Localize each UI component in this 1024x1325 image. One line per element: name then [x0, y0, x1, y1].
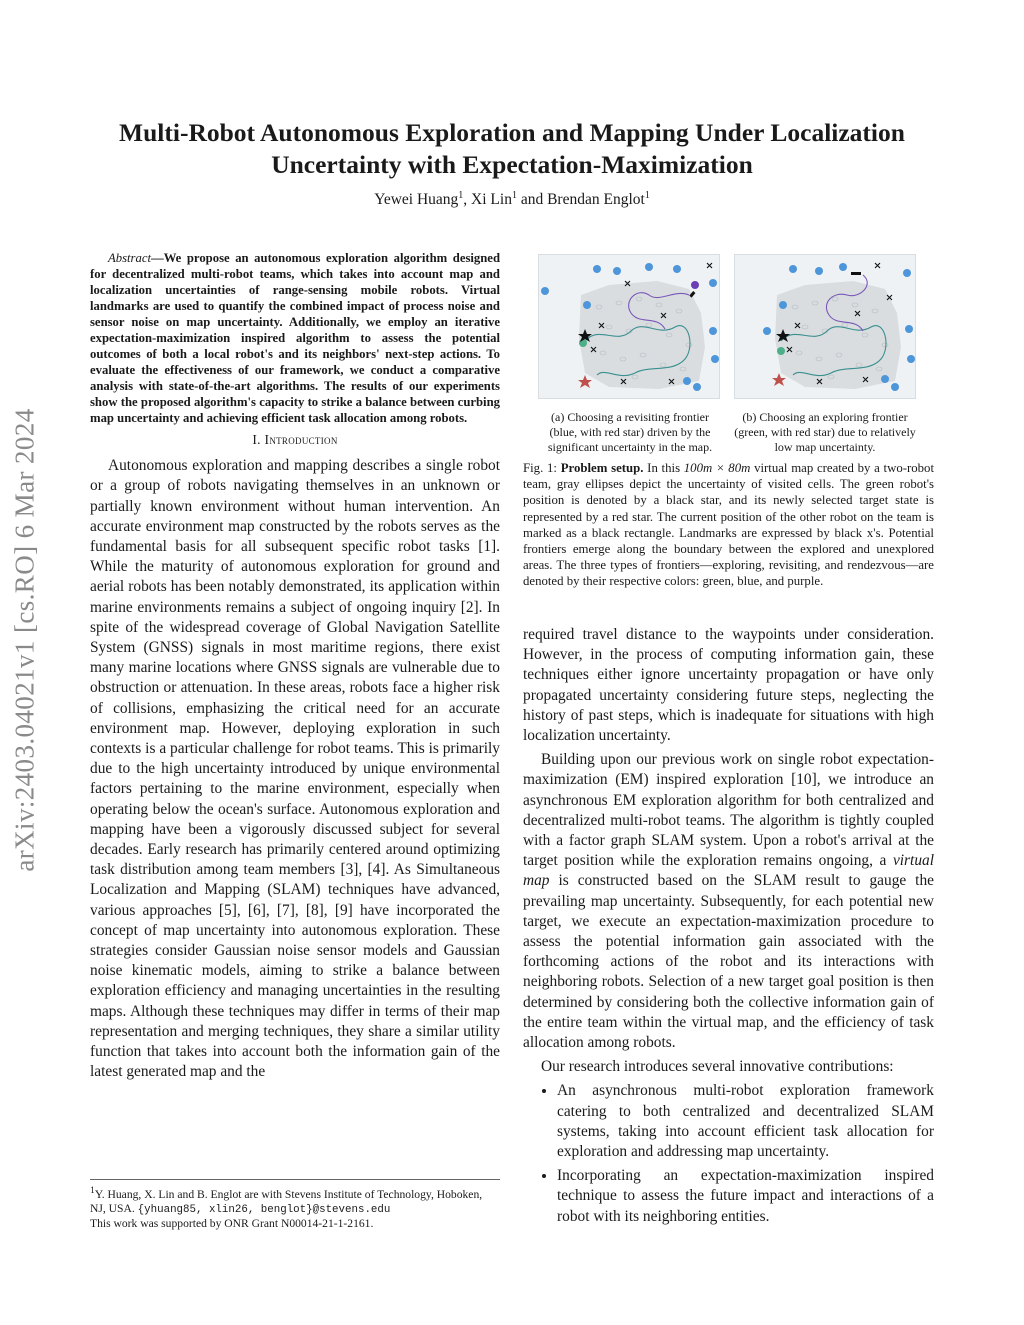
subfigure-caption-b: (b) Choosing an exploring frontier (green, with red star) due to relatively low map uncertainty.	[734, 410, 916, 454]
author-emails: {yhuang85, xlin26, benglot}@stevens.edu	[137, 1204, 391, 1217]
figure-caption: Fig. 1: Problem setup. In this 100m × 80m virtual map created by a two-robot team, gray ellipses depict the uncertainty of visited cells. The green robot's position is denoted by a black star, and its newly selected target state is represented by a red star. The current position of the other robot on the team is marked as a black rectangle. Landmarks are expressed by black x's. Potential frontiers emerge along the boundary between the explored and unexplored areas. The three types of frontiers—exploring, revisiting, and rendezvous—are denoted by their respective colors: green, blue, and purple.	[523, 461, 935, 589]
figure-1	[538, 254, 920, 400]
author-line: Yewei Huang$^1$, Xi Lin$^1$ and Brendan Englot$^1$	[374, 190, 650, 209]
list-item: • Incorporating an expectation-maximization inspired technique to assess the future impact and interactions of a robot with its neighboring entities.	[557, 1166, 934, 1227]
intro-paragraph-continued: required travel distance to the waypoints under consideration. However, in the process of computing information gain, these techniques either ignore uncertainty propagation or have only propagated uncertainty considering future steps, neglecting the history of past steps, which is inadequate for situations with high localization uncertainty.	[523, 626, 934, 745]
abstract-text: We propose an autonomous exploration algorithm designed for decentralized multi-robot teams, which takes into account map and localization uncertainties of range-sensing mobile robots. Virtual landmarks are used to quantify the combined impact of process noise and sensor noise on map uncertainty. Additionally, we employ an iterative expectation-maximization inspired algorithm to assess the potential outcomes of both a local robot's and its neighbors' next-step actions. To evaluate the effectiveness of our framework, we conduct a comparative analysis with state-of-the-art algorithms. The results of our experiments show the proposed algorithm's capacity to strike a balance between curbing map uncertainty and achieving efficient task allocation among robots.	[90, 251, 500, 425]
footnote: $^1$Y. Huang, X. Lin and B. Englot are with Stevens Institute of Technology, Hoboken, NJ, USA. {yhuang85, xlin26, benglot}@stevens.edu This work was supported by ONR Grant N00014-21-1-2161.	[90, 1179, 500, 1232]
abstract: Abstract—We propose an autonomous exploration algorithm designed for decentralized multi-robot teams, which takes into account map and localization uncertainties of range-sensing mobile robots. Virtual landmarks are used to quantify the combined impact of process noise and sensor noise on map uncertainty. Additionally, we employ an iterative expectation-maximization inspired algorithm to assess the potential outcomes of both a local robot's and its neighbors' next-step actions. To evaluate the effectiveness of our framework, we conduct a comparative analysis with state-of-the-art algorithms. The results of our experiments show the proposed algorithm's capacity to strike a balance between curbing map uncertainty and achieving efficient task allocation among robots.	[90, 251, 500, 425]
caption-title: Problem setup.	[560, 461, 644, 475]
map-plot-b	[735, 255, 915, 398]
arxiv-side-identifier	[2, 330, 48, 950]
right-column	[523, 625, 934, 1231]
affiliation-mark: 1	[511, 190, 517, 201]
subfigure-caption-a: (a) Choosing a revisiting frontier (blue, with red star) driven by the significant uncertainty in the map.	[547, 410, 713, 454]
paper-title: Multi-Robot Autonomous Exploration and Mapping Under Localization Uncertainty with Expectation-Maximization	[119, 118, 905, 179]
target-star	[578, 375, 592, 388]
list-item: • An asynchronous multi-robot exploration framework catering to both centralized and decentralized SLAM systems, taking into account efficient task allocation for exploration and addressing map uncertainty.	[557, 1081, 934, 1162]
caption-label: Fig. 1:	[523, 461, 557, 475]
intro-paragraph-2: Building upon our previous work on single robot expectation-maximization (EM) inspired exploration [10], we introduce an asynchronous EM exploration algorithm for both centralized and decentralized multi-robot teams. The algorithm is tightly coupled with a factor graph SLAM system. Upon a robot's arrival at the target position while the exploration remains ongoing, a virtual map is constructed based on the SLAM result to gauge the prevailing map uncertainty. Subsequently, for each potential new target, we execute an expectation-maximization procedure to assess the potential information gain associated with the forthcoming actions of the robot and its interactions with neighboring robots. Selection of a new target goal position is then determined by considering both the collective information gain of the entire team within the virtual map, and the efficiency of task allocation among robots.	[523, 751, 934, 1052]
frontier-green	[579, 339, 587, 347]
intro-paragraph-1: Autonomous exploration and mapping describes a single robot or a group of robots navigating themselves in an unknown or partially known environment without human intervention. An accurate environment map constructed by the robots serves as the fundamental basis for all subsequent specific robot tasks [1]. While the maturity of autonomous exploration for ground and aerial robots has been notably demonstrated, its application within marine environments remains a subject of ongoing inquiry [2]. In spite of the widespread coverage of Global Navigation Satellite System (GNSS) signals in most maritime regions, there exist many marine locations where GNSS signals are vulnerable due to obstruction or attenuation. In these areas, robots face a higher risk of collisions, emphasizing the critical need for an accurate environment map. However, deploying exploration in such contexts is a particular challenge for robot teams. This is primarily due to the high uncertainty introduced by unique environmental factors pertaining to the marine environment, especially when operating below the ocean's surface. Autonomous exploration and mapping have been a vigorously discussed subject for several decades. Early research has primarily centered around optimizing task distribution among team members [3], [4]. As Simultaneous Localization and Mapping (SLAM) techniques have advanced, various approaches [5], [6], [7], [8], [9] have incorporated the concept of map uncertainty into autonomous exploration. These strategies consider Gaussian noise sensor models and Gaussian noise kinematic models, aiming to strike a balance between exploration efficiency and managing uncertainties in the resulting maps. Although these techniques may differ in terms of their map representation and merging techniques, they share a similar utility function that takes into account both the information gain of the latest generated map and the	[90, 457, 500, 1081]
affiliation-mark: 1	[644, 190, 650, 201]
frontier-green	[777, 347, 785, 355]
map-plot-a	[539, 255, 719, 398]
other-robot-marker	[851, 272, 861, 275]
virtual-map-term: virtual map	[523, 852, 934, 890]
intro-paragraph-3: Our research introduces several innovative contributions:	[541, 1058, 894, 1076]
caption-text: virtual map created by a two-robot team, gray ellipses depict the uncertainty of visited cells. The green robot's position is denoted by a black star, and its newly selected target state is represented by a red star. The current position of the other robot on the team is marked as a black rectangle. Landmarks are expressed by black x's. Potential frontiers emerge along the boundary between the explored and unexplored areas. The three types of frontiers—exploring, revisiting, and rendezvous—are denoted by their respective colors: green, blue, and purple.	[523, 461, 935, 589]
figure-panel-a	[538, 254, 720, 399]
target-star	[772, 373, 786, 386]
arxiv-id-text: arXiv:2403.04021v1 [cs.RO] 6 Mar 2024	[9, 408, 40, 872]
figure-panel-b	[734, 254, 916, 399]
affiliation-mark: 1	[458, 190, 464, 201]
frontier-purple	[691, 281, 699, 289]
section-heading-introduction: I. Introduction	[252, 432, 338, 447]
author-name: Brendan Englot	[547, 191, 645, 209]
abstract-label: Abstract	[108, 251, 151, 265]
contribution-list	[523, 1081, 934, 1226]
caption-dimensions: 100m × 80m	[683, 461, 751, 475]
author-name: Yewei Huang	[374, 191, 459, 209]
funding-note: This work was supported by ONR Grant N00014-21-1-2161.	[90, 1217, 374, 1231]
left-column	[90, 250, 500, 1087]
author-name: Xi Lin	[471, 191, 512, 209]
